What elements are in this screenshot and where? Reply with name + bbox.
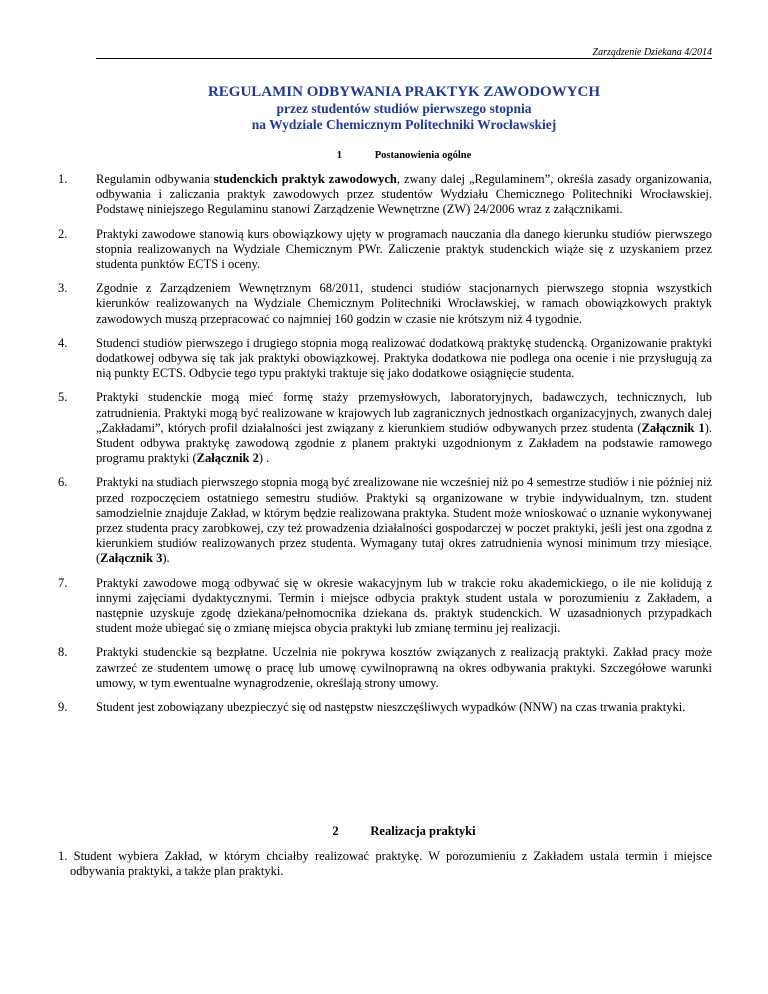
item-number: 8.	[58, 645, 68, 660]
title-line-2: przez studentów studiów pierwszego stopnia	[276, 101, 532, 116]
section-title: Postanowienia ogólne	[374, 150, 472, 161]
section-number: 2	[332, 824, 339, 838]
item-number: 2.	[58, 226, 68, 241]
item-text: ). Student odbywa praktykę zawodową zgodnie z planem praktyki uzgodnionym z Zakładem na podstawie ramowego programu praktyki (	[96, 420, 712, 466]
item-bold-text: studenckich praktyk zawodowych	[213, 172, 397, 186]
document-title	[96, 84, 712, 133]
item-number: 1.	[58, 172, 68, 186]
item-number: 6.	[58, 475, 68, 490]
list-item	[58, 645, 712, 691]
item-text: ) .	[258, 451, 270, 466]
item-text: , zwany dalej „Regulaminem”, określa zasady organizowania, odbywania i zaliczania praktyk zawodowych przez studentów Wydziału Chemicznego Politechniki Wrocławskiej. Podstawę niniejszego Regulaminu stanowi Zarządzenie Wewnętrzne (ZW) 24/2006 wraz z załącznikami.	[96, 172, 713, 217]
item-text: Zgodnie z Zarządzeniem Wewnętrznym 68/2011, studenci studiów stacjonarnych pierwszego stopnia wszystkich kierunków realizowanych na Wydziale Chemicznym Politechniki Wrocławskiej, w ramach obowiązkowych praktyk zawodowych muszą przepracować co najmniej 160 godzin w czasie nie krótszym niż 4 tygodnie.	[96, 281, 712, 326]
list-item	[58, 336, 712, 382]
attachment-ref: Załącznik 1	[641, 420, 705, 435]
document-header: Zarządzenie Dziekana 4/2014	[592, 47, 712, 58]
item-number: 9.	[58, 700, 68, 715]
item-text: Studenci studiów pierwszego i drugiego stopnia mogą realizować dodatkową praktykę studencką. Organizowanie praktyki dodatkowej odbywa się tak jak praktyki obowiązkowej. Praktyka dodatkowa nie podlega ona ocenie i nie przysługują za nią punkty ECTS. Odbycie tego typu praktyki traktuje się jako dodatkowe osiągnięcie studenta.	[96, 335, 712, 381]
item-number: 4.	[58, 335, 68, 350]
attachment-ref: Załącznik 2	[196, 451, 259, 466]
section-2-heading	[96, 824, 712, 839]
title-line-3: na Wydziale Chemicznym Politechniki Wrocławskiej	[251, 117, 557, 132]
item-number: 5.	[58, 390, 68, 405]
header-rule	[96, 58, 712, 59]
section-1-heading	[96, 150, 712, 161]
section-title: Realizacja praktyki	[370, 824, 476, 838]
list-item	[58, 172, 712, 218]
item-text: Praktyki studenckie są bezpłatne. Uczelnia nie pokrywa kosztów związanych z realizacją praktyki. Zakład pracy może zawrzeć ze studentem umowę o pracę lub umowę cywilnoprawną na okres odbywania praktyki. Szczegółowe warunki umowy, w tym ewentualne wynagrodzenie, określają strony umowy.	[96, 645, 712, 690]
title-line-1: REGULAMIN ODBYWANIA PRAKTYK ZAWODOWYCH	[207, 84, 601, 100]
item-text: Praktyki na studiach pierwszego stopnia mogą być zrealizowane nie wcześniej niż po 4 semestrze studiów i nie później niż przed rozpoczęciem ostatniego semestru studiów. Praktyki są organizowane w trybie indywidualnym, tzn. student samodzielnie znajduje Zakład, w którym będzie realizowana praktyka. Student może wnioskować o uznanie wykonywanej przez studenta pracy zarobkowej, czy też prowadzenia działalności gospodarczej w poczet praktyki, jeśli jest ona zgodna z kierunkiem studiów realizowanych przez studenta. Wymagany tutaj okres zatrudnienia wynosi minimum trzy miesiące. (	[96, 475, 712, 566]
list-item	[58, 576, 712, 637]
item-text: Student jest zobowiązany ubezpieczyć się od następstw nieszczęśliwych wypadków (NNW) na czas trwania praktyki.	[96, 700, 686, 715]
item-text: Praktyki studenckie mogą mieć formę staży przemysłowych, laboratoryjnych, badawczych, technicznych, lub zatrudnienia. Praktyki mogą być realizowane w krajowych lub zagranicznych jednostkach organizacyjnych, zwanych dalej „Zakładami”, których profil działalności jest związany z kierunkiem studiów odbywanych przez studenta (	[96, 390, 712, 435]
section-1-list	[58, 172, 712, 724]
list-item	[58, 227, 712, 273]
section-number: 1	[336, 150, 342, 161]
item-text: Praktyki zawodowe mogą odbywać się w okresie wakacyjnym lub w trakcie roku akademickiego, o ile nie kolidują z innymi zajęciami dydaktycznymi. Termin i miejsce odbycia praktyk student ustala w porozumieniu z Zakładem, a następnie uzyskuje zgodę dziekana/pełnomocnika dziekana ds. praktyk studenckich. W uzasadnionych przypadkach student może ubiegać się o zmianę miejsca obycia praktyki lub zmianę terminu jej realizacji.	[96, 575, 712, 636]
list-item	[58, 281, 712, 327]
list-item: 1. Student wybiera Zakład, w którym chciałby realizować praktykę. W porozumieniu z Zakładem ustala termin i miejsce odbywania praktyki, a także plan praktyki.	[58, 849, 712, 879]
item-number: 7.	[58, 575, 68, 590]
section-2-list	[58, 849, 712, 879]
item-text: ).	[162, 551, 170, 566]
list-item	[58, 390, 712, 466]
item-number: 3.	[58, 281, 68, 296]
item-text: Regulamin odbywania	[96, 172, 214, 186]
item-text: Praktyki zawodowe stanowią kurs obowiązkowy ujęty w programach nauczania dla danego kierunku studiów pierwszego stopnia realizowanych na Wydziale Chemicznym PWr. Zaliczenie praktyk studenckich wiąże się z uzyskaniem przez studenta punktów ECTS i oceny.	[96, 226, 712, 272]
list-item	[58, 700, 712, 715]
attachment-ref: Załącznik 3	[100, 551, 163, 566]
list-item	[58, 475, 712, 566]
